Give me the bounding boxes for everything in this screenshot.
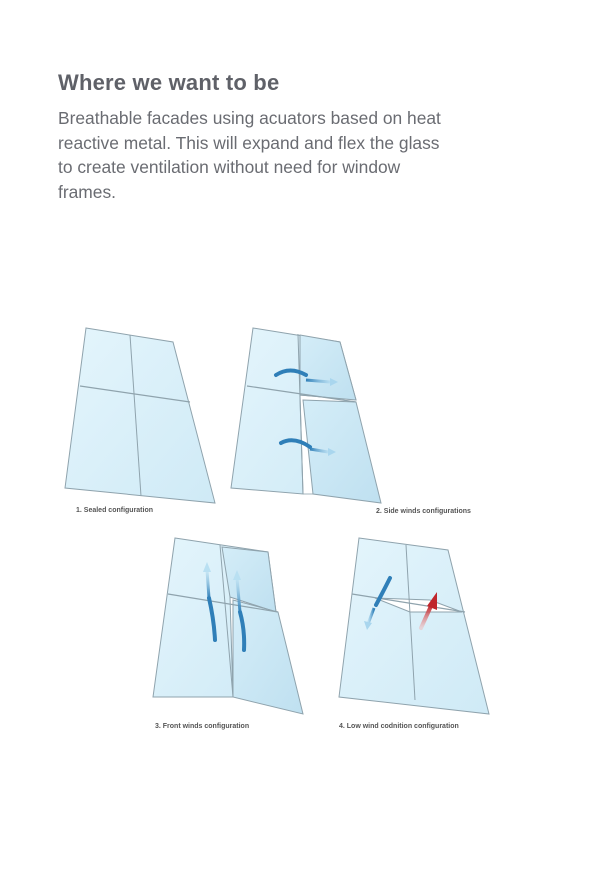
intro-paragraph: Breathable facades using acuators based on heat reactive metal. This will expand and flex the glass to create ventilation without need for window frames. [58,108,441,202]
caption-front-winds: 3. Front winds configuration [155,723,250,730]
diagram-side-winds [231,328,381,503]
caption-sealed: 1. Sealed configuration [76,507,154,514]
caption-low-wind: 4. Low wind codnition configuration [339,723,459,730]
page-title: Where we want to be [58,70,280,95]
diagram-front-winds [153,538,303,714]
diagram-sealed [65,328,215,503]
caption-side-winds: 2. Side winds configurations [376,508,471,515]
diagram-low-wind [339,538,489,714]
